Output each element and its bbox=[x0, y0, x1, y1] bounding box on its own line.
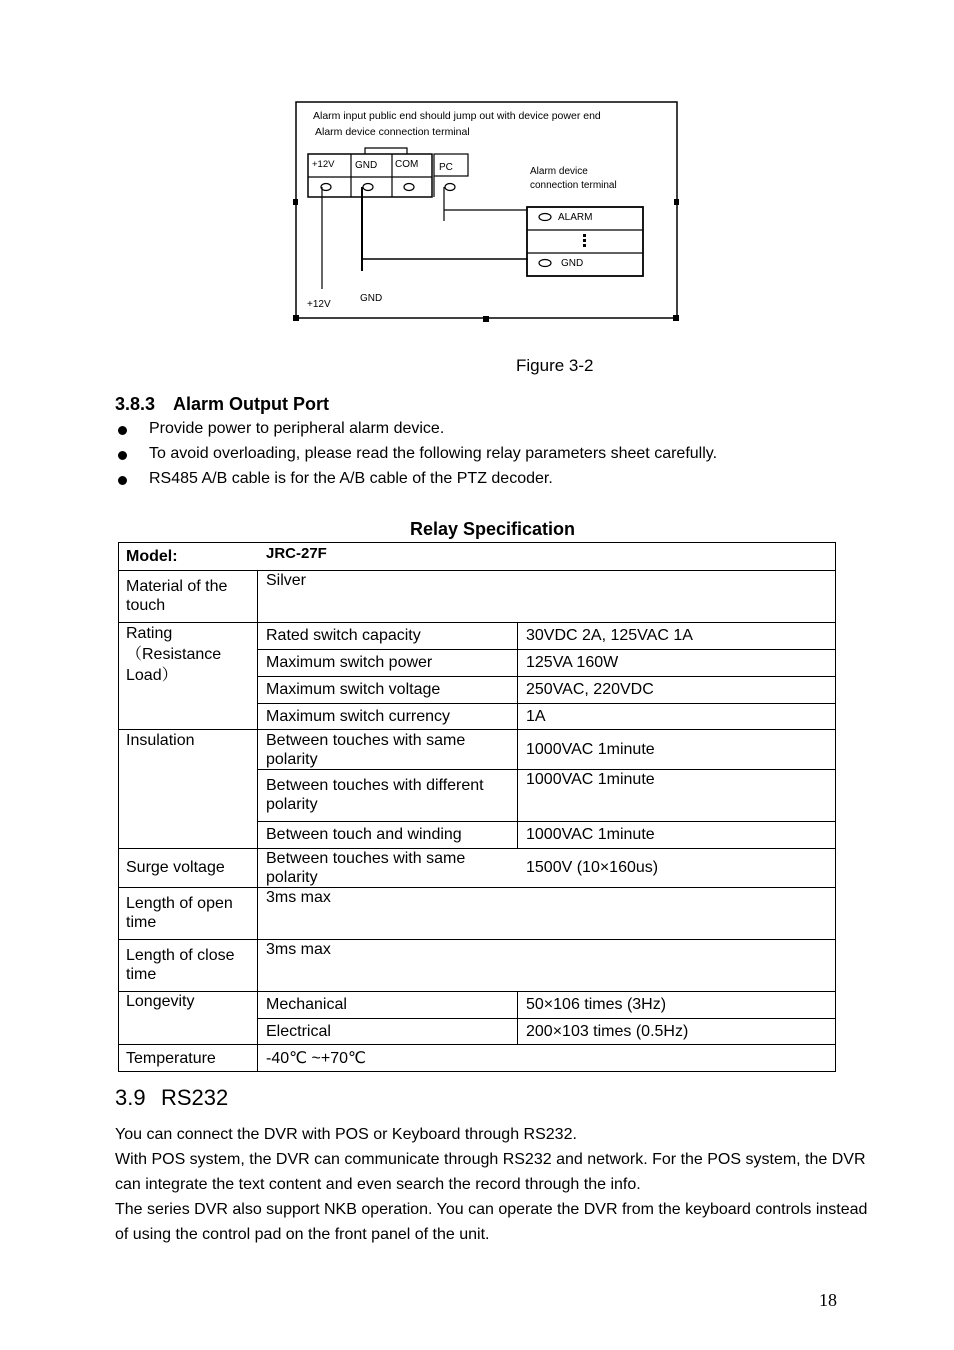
section-heading-383 bbox=[115, 394, 329, 415]
bottom-gnd-label: GND bbox=[360, 293, 383, 304]
surge-param: Between touches with same polarity bbox=[266, 850, 466, 886]
rating-param: Maximum switch currency bbox=[266, 708, 451, 725]
insulation-value: 1000VAC 1minute bbox=[526, 826, 655, 843]
screw-icon bbox=[539, 260, 551, 267]
terminal-gnd-label: GND bbox=[355, 160, 378, 171]
close-time-label: Length of close time bbox=[126, 947, 235, 983]
rating-value: 30VDC 2A, 125VAC 1A bbox=[526, 627, 693, 644]
rating-value: 250VAC, 220VDC bbox=[526, 681, 654, 698]
longevity-value: 50×106 times (3Hz) bbox=[526, 996, 667, 1013]
bullet-dot-icon bbox=[118, 426, 127, 435]
bottom-12v-label: +12V bbox=[307, 299, 331, 310]
rating-param: Rated switch capacity bbox=[266, 627, 421, 644]
model-value: JRC-27F bbox=[266, 545, 327, 562]
section-number: 3.9 bbox=[115, 1085, 146, 1110]
model-label: Model: bbox=[126, 548, 178, 565]
longevity-label: Longevity bbox=[126, 993, 195, 1010]
paragraph: You can connect the DVR with POS or Keyboard through RS232. bbox=[115, 1126, 577, 1143]
open-time-label: Length of open time bbox=[126, 895, 233, 931]
insulation-label: Insulation bbox=[126, 732, 195, 749]
rating-param: Maximum switch voltage bbox=[266, 681, 441, 698]
page-number: 18 bbox=[819, 1290, 837, 1310]
material-label: Material of the touch bbox=[126, 578, 228, 614]
screw-icon bbox=[539, 214, 551, 221]
figure-note-line1: Alarm input public end should jump out with device power end bbox=[313, 110, 601, 122]
paragraph: The series DVR also support NKB operation. You can operate the DVR from the keyboard controls instead of using the control pad on the front panel of the unit. bbox=[115, 1201, 868, 1243]
surge-value: 1500V (10×160us) bbox=[526, 859, 659, 876]
insulation-value: 1000VAC 1minute bbox=[526, 741, 655, 758]
rating-value: 1A bbox=[526, 708, 546, 725]
bullet-dot-icon bbox=[118, 476, 127, 485]
section-heading-39 bbox=[115, 1085, 228, 1111]
paragraph: With POS system, the DVR can communicate through RS232 and network. For the POS system, the DVR can integrate the text content and even search the record through the info. bbox=[115, 1151, 866, 1193]
terminal-pc-label: PC bbox=[439, 162, 453, 173]
temperature-value: -40℃ ~+70℃ bbox=[266, 1050, 366, 1067]
longevity-value: 200×103 times (0.5Hz) bbox=[526, 1023, 689, 1040]
insulation-param: Between touch and winding bbox=[266, 826, 462, 843]
surge-label: Surge voltage bbox=[126, 859, 225, 876]
device-alarm-label: ALARM bbox=[558, 212, 593, 223]
device-gnd-label: GND bbox=[561, 258, 584, 269]
bullet-dot-icon bbox=[118, 451, 127, 460]
longevity-param: Mechanical bbox=[266, 996, 347, 1013]
device-label-line1: Alarm device bbox=[530, 166, 588, 177]
section-title: Alarm Output Port bbox=[173, 394, 329, 414]
figure-caption: Figure 3-2 bbox=[516, 356, 594, 375]
material-value: Silver bbox=[266, 572, 307, 589]
section-title: RS232 bbox=[161, 1085, 229, 1110]
insulation-param: Between touches with different polarity bbox=[266, 777, 484, 813]
figure-note-line2: Alarm device connection terminal bbox=[315, 126, 470, 138]
insulation-param: Between touches with same polarity bbox=[266, 732, 466, 768]
relay-specification-table bbox=[118, 542, 835, 1072]
terminal-com-label: COM bbox=[395, 159, 419, 170]
rating-label: Rating （Resistance Load） bbox=[126, 625, 222, 684]
section-number: 3.8.3 bbox=[115, 394, 156, 414]
device-label-line2: connection terminal bbox=[530, 180, 617, 191]
insulation-value: 1000VAC 1minute bbox=[526, 771, 655, 788]
rating-value: 125VA 160W bbox=[526, 654, 619, 671]
longevity-param: Electrical bbox=[266, 1023, 331, 1040]
table-title: Relay Specification bbox=[409, 519, 576, 539]
alarm-wiring-diagram bbox=[293, 101, 679, 323]
temperature-label: Temperature bbox=[126, 1050, 216, 1067]
open-time-value: 3ms max bbox=[266, 889, 331, 906]
rating-param: Maximum switch power bbox=[266, 654, 433, 671]
terminal-12v-label: +12V bbox=[312, 159, 335, 170]
screw-icon bbox=[321, 184, 455, 191]
alarm-wiring-figure bbox=[293, 101, 679, 323]
close-time-value: 3ms max bbox=[266, 941, 331, 958]
